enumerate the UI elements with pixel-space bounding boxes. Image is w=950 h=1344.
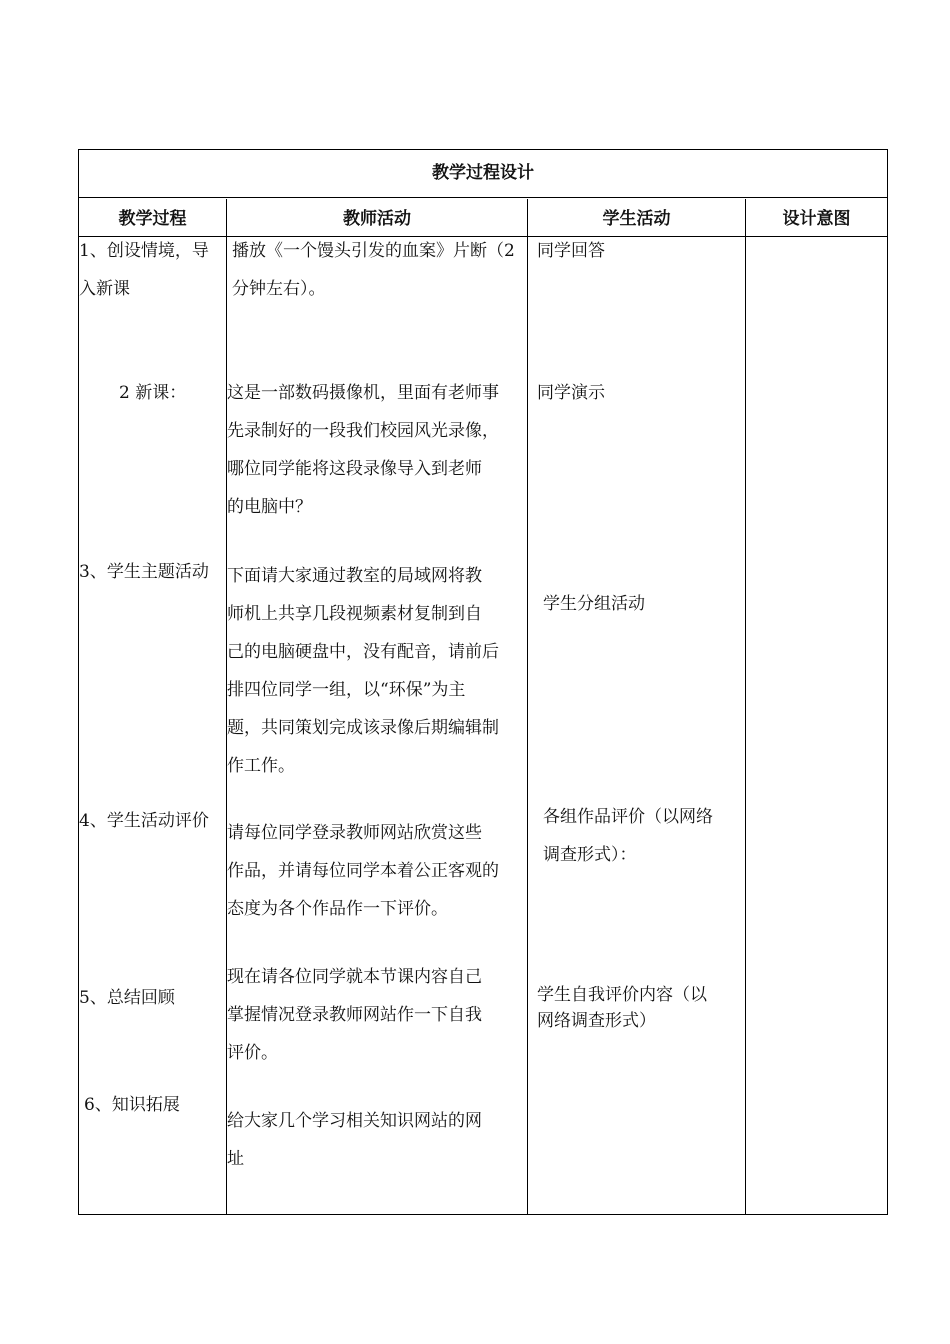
step-3-process: 3、学生主题活动 xyxy=(79,562,209,582)
step-5-teacher: 现在请各位同学就本节课内容自己 掌握情况登录教师网站作一下自我 评价。 xyxy=(227,967,482,1063)
title-divider xyxy=(79,197,887,198)
step-2-student: 同学演示 xyxy=(537,383,605,403)
step-3-teacher: 下面请大家通过教室的局域网将教 师机上共享几段视频素材复制到自 己的电脑硬盘中，没有配音，请前后 排四位同学一组，以“环保”为主 题，共同策划完成该录像后期编辑制 作工作。 xyxy=(227,566,499,776)
header-process: 教学过程 xyxy=(118,209,187,229)
step-4-teacher: 请每位同学登录教师网站欣赏这些 作品，并请每位同学本着公正客观的 态度为各个作品作一下评价。 xyxy=(227,823,499,919)
step-1-teacher: 播放《一个馒头引发的血案》片断（2 分钟左右）。 xyxy=(232,241,515,299)
step-5-process: 5、总结回顾 xyxy=(79,988,175,1008)
step-1-process: 1、创设情境，导 入新课 xyxy=(79,241,209,299)
step-2-process: 2 新课： xyxy=(119,383,187,403)
step-2-teacher: 这是一部数码摄像机，里面有老师事 先录制好的一段我们校园风光录像， 哪位同学能将这段录像导入到老师 的电脑中？ xyxy=(227,383,499,517)
step-6-process: 6、知识拓展 xyxy=(84,1095,180,1115)
step-3-student: 学生分组活动 xyxy=(543,594,645,614)
header-teacher-activity: 教师活动 xyxy=(343,209,411,229)
step-1-student: 同学回答 xyxy=(537,241,605,261)
column-divider xyxy=(745,199,746,1214)
header-student-activity: 学生活动 xyxy=(602,209,671,229)
step-4-process: 4、学生活动评价 xyxy=(79,811,209,831)
step-6-teacher: 给大家几个学习相关知识网站的网 址 xyxy=(227,1111,482,1169)
step-5-student: 学生自我评价内容（以 网络调查形式） xyxy=(537,985,707,1031)
step-4-student: 各组作品评价（以网络 调查形式）： xyxy=(543,807,713,865)
table-title: 教学过程设计 xyxy=(432,163,534,183)
column-divider xyxy=(527,199,528,1214)
teaching-process-table xyxy=(78,149,888,1215)
header-design-intent: 设计意图 xyxy=(782,209,851,229)
